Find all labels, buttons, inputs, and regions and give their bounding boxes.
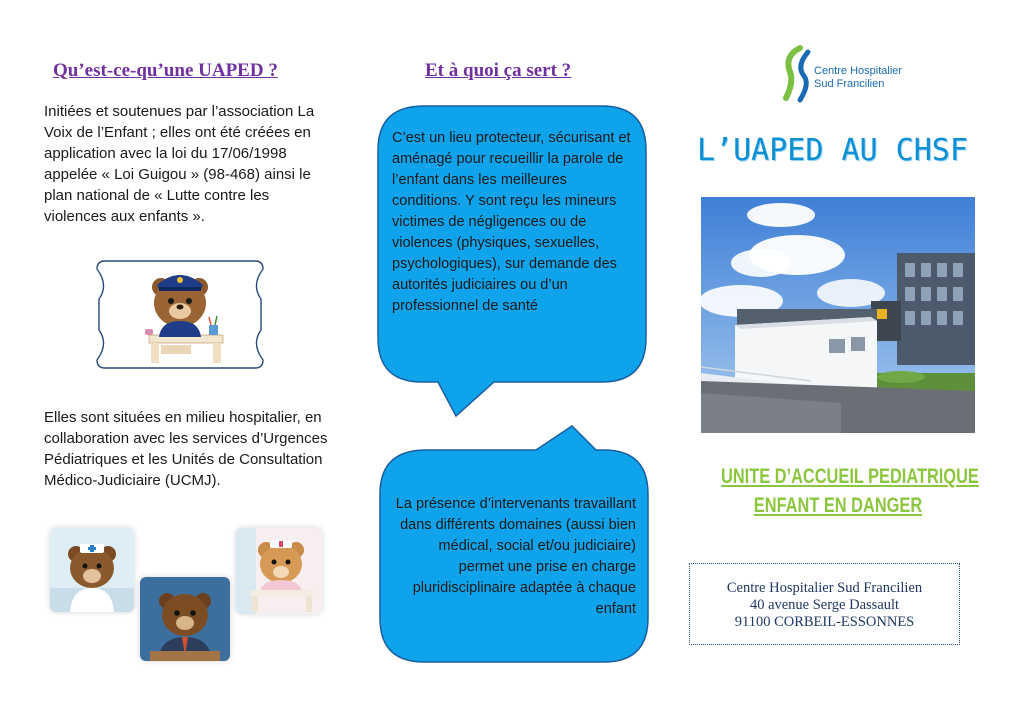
address-name: Centre Hospitalier Sud Francilien — [726, 580, 923, 596]
paragraph-location: Elles sont situées en milieu hospitalier, en collaboration avec les services d’Urgences Pédiatriques et les Unités de Consultation Médico-Judiciaire (UCMJ). — [44, 409, 328, 489]
logo-text-line-2: Sud Francilien — [814, 78, 885, 90]
address-box — [689, 563, 960, 645]
bubble-bottom-text: La présence d’intervenants travaillant dans différents domaines (aussi bien médical, social et/ou judiciaire) permet une prise en charge pluridisciplinaire adaptée à chaque enfant — [395, 496, 636, 617]
section-heading-purpose: Et à quoi ça sert ? — [425, 60, 572, 81]
bear-nurse-icon — [50, 528, 134, 612]
hospital-building-photo — [701, 197, 975, 433]
subtitle-line-1: UNITE D’ACCUEIL PEDIATRIQUE — [721, 465, 979, 488]
section-heading-what-is-uaped: Qu’est-ce-qu’une UAPED ? — [53, 60, 278, 81]
bear-police-officer-icon — [91, 255, 269, 374]
address-street: 40 avenue Serge Dassault — [749, 597, 900, 613]
bear-nurse-desk-icon — [236, 528, 322, 614]
paragraph-origin: Initiées et soutenues par l’association La Voix de l’Enfant ; elles ont été créées en application avec la loi du 17/06/1998 appelée « Loi Guigou » (98-468) ainsi le plan national de « Lutte contre les violences aux enfants ». — [44, 103, 315, 225]
subtitle-line-2: ENFANT EN DANGER — [753, 494, 923, 517]
bear-suit-icon — [140, 577, 230, 661]
logo-text-line-1: Centre Hospitalier — [814, 65, 903, 77]
page-title: L’UAPED AU CHSF — [697, 133, 968, 168]
address-city: 91100 CORBEIL-ESSONNES — [734, 614, 915, 630]
bubble-top-text: C’est un lieu protecteur, sécurisant et aménagé pour recueillir la parole de l’enfant dans les meilleures conditions. Y sont reçu les mineurs victimes de négligences ou de violences (physiques, sexuelles, psychologiques), sur demande des autorités judiciaires ou d’un professionnel de santé — [392, 130, 631, 314]
chsf-logo-icon — [778, 44, 908, 104]
